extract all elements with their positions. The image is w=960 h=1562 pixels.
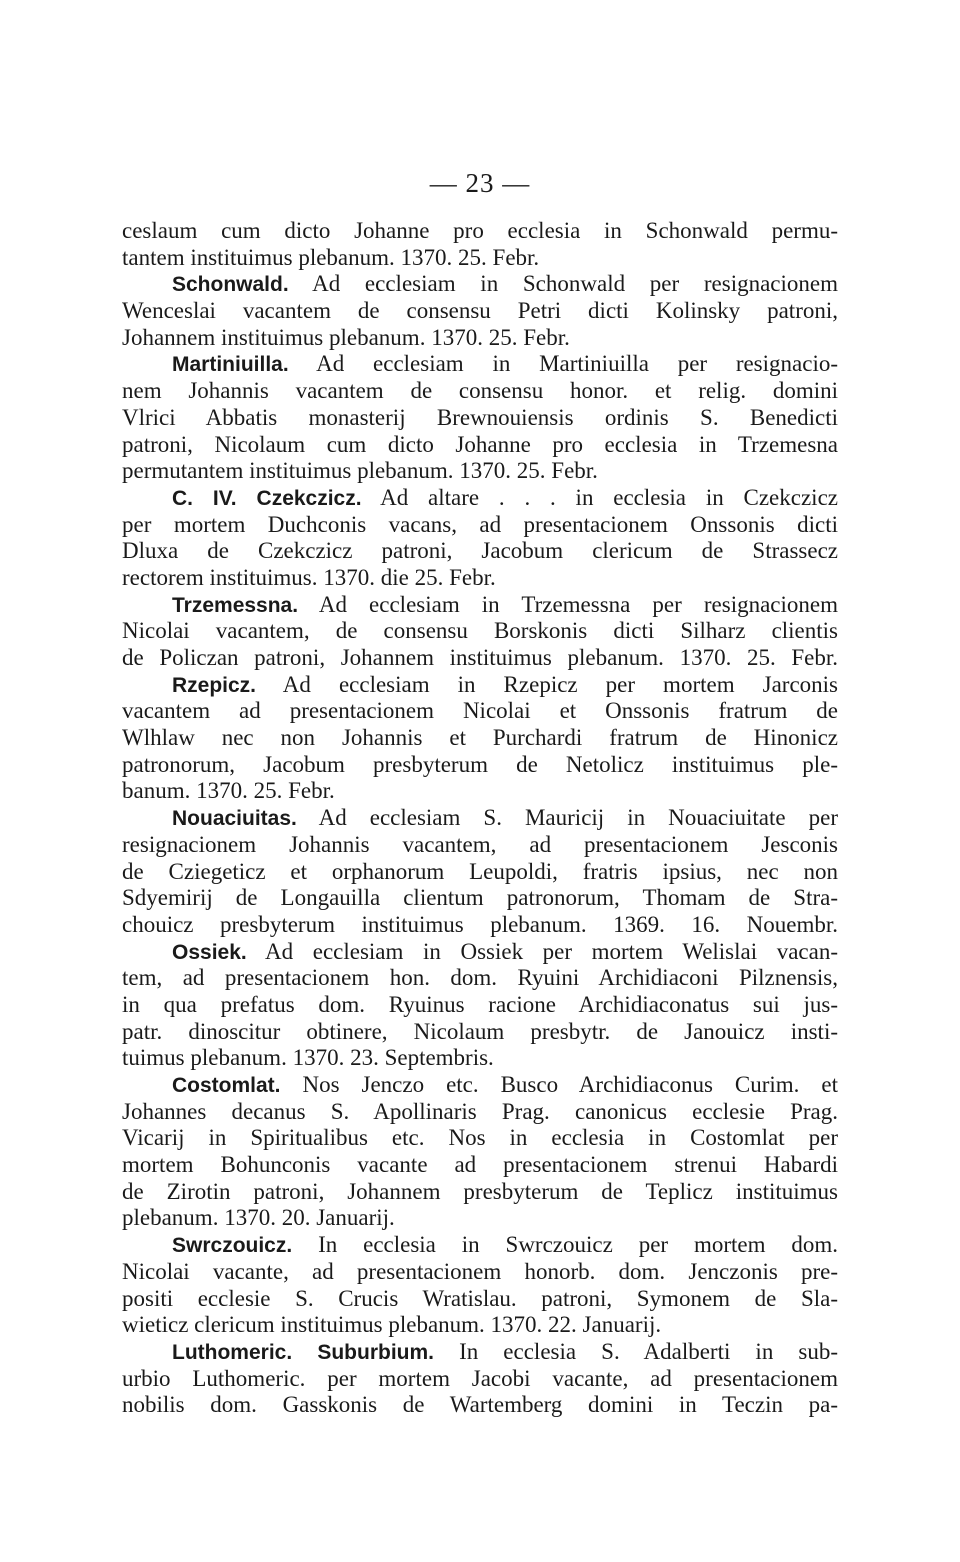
text-line [122,1312,838,1339]
text-line [122,965,838,992]
line-text: tantem instituimus plebanum. 1370. 25. Febr. [122,244,540,270]
text-line [122,939,838,966]
line-text: Ad ecclesiam in Ossiek per mortem Welislai vacan- [246,938,838,964]
line-text: Ad ecclesiam in Schonwald per resignacionem [288,271,838,297]
line-text: Nicolai vacante, ad presentacionem honorb. dom. Jenczonis pre- [122,1258,838,1284]
text-line [122,885,838,912]
line-text: permutantem instituimus plebanum. 1370. 25. Febr. [122,458,598,484]
line-text: rectorem instituimus. 1370. die 25. Febr. [122,564,496,590]
entry-heading: Swrczouicz. [172,1234,293,1258]
text-line [122,1259,838,1286]
text-line [122,565,838,592]
line-text: ceslaum cum dicto Johanne pro ecclesia in Schonwald permu- [122,218,838,243]
text-line [122,298,838,325]
text-line [122,778,838,805]
entry-heading: C. IV. Czekczicz. [172,486,362,510]
line-text: tem, ad presentacionem hon. dom. Ryuini Archidiaconi Pilznensis, [122,965,838,991]
line-text: Nicolai vacantem, de consensu Borskonis dicti Silharz clientis [122,618,838,644]
text-line [122,1205,838,1232]
line-text: mortem Bohunconis vacante ad presentacionem strenui Habardi [122,1152,838,1178]
text-line [122,1366,838,1393]
text-line [122,405,838,432]
text-line [122,752,838,779]
text-line [122,698,838,725]
text-line [122,1232,838,1259]
text-line [122,725,838,752]
text-line [122,859,838,886]
line-text: positi ecclesie S. Crucis Wratislau. patroni, Symonem de Sla- [122,1285,838,1311]
line-text: wieticz clericum instituimus plebanum. 1370. 22. Januarij. [122,1312,662,1338]
line-text: Sdyemirij de Longauilla clientum patronorum, Thomam de Stra- [122,885,838,911]
line-text: plebanum. 1370. 20. Januarij. [122,1205,395,1231]
line-text: tuimus plebanum. 1370. 23. Septembris. [122,1045,494,1071]
line-text: de Cziegeticz et orphanorum Leupoldi, fratris ipsius, nec non [122,858,838,884]
text-line [122,832,838,859]
line-text: Ad altare . . . in ecclesia in Czekczicz [361,484,838,510]
text-line [122,672,838,699]
entry-heading: Costomlat. [172,1074,281,1097]
line-text: patroni, Nicolaum cum dicto Johanne pro ecclesia in Trzemesna [122,431,838,457]
line-text: chouicz presbyterum instituimus plebanum. 1369. 16. Nouembr. [122,911,838,937]
line-text: de Policzan patroni, Johannem instituimus plebanum. 1370. 25. Febr. [122,645,838,670]
text-line [122,1125,838,1152]
line-text: patronorum, Jacobum presbyterum de Netolicz instituimus ple- [122,751,838,777]
text-line [122,1019,838,1046]
text-line [122,1339,838,1366]
line-text: in qua prefatus dom. Ryuinus racione Archidiaconatus sui jus- [122,991,838,1017]
line-text: resignacionem Johannis vacantem, ad presentacionem Jesconis [122,831,838,857]
text-line [122,1179,838,1206]
line-text: Ad ecclesiam in Trzemessna per resignacionem [298,591,838,617]
line-text: Ad ecclesiam S. Mauricij in Nouaciuitate per [296,805,838,831]
text-line [122,1286,838,1313]
line-text: nobilis dom. Gasskonis de Wartemberg domini in Teczin pa- [122,1392,838,1418]
text-line [122,1152,838,1179]
line-text: Wenceslai vacantem de consensu Petri dicti Kolinsky patroni, [122,298,838,324]
line-text: nem Johannis vacantem de consensu honor. et relig. domini [122,378,838,404]
entry-heading: Martiniuilla. [172,353,289,377]
entry-heading: Ossiek. [172,940,247,964]
text-line [122,618,838,645]
text-line [122,378,838,405]
line-text: Vicarij in Spiritualibus etc. Nos in ecclesia in Costomlat per [122,1125,838,1151]
text-line [122,1045,838,1072]
text-line [122,245,838,272]
line-text: de Zirotin patroni, Johannem presbyterum de Teplicz instituimus [122,1178,838,1204]
entry-heading: Nouaciuitas. [172,807,297,831]
line-text: Dluxa de Czekczicz patroni, Jacobum clericum de Strassecz [122,538,838,564]
text-line [122,351,838,378]
line-text: Johannem instituimus plebanum. 1370. 25. Febr. [122,324,570,350]
text-line [122,645,838,672]
line-text: Ad ecclesiam in Martiniuilla per resignacio- [288,351,838,377]
line-text: Ad ecclesiam in Rzepicz per mortem Jarconis [256,671,838,697]
text-line [122,912,838,939]
line-text: In ecclesia S. Adalberti in sub- [434,1338,839,1364]
line-text: Wlhlaw nec non Johannis et Purchardi fratrum de Hinonicz [122,725,838,751]
line-text: Johannes decanus S. Apollinaris Prag. canonicus ecclesie Prag. [122,1098,838,1124]
body-text [122,218,838,1419]
text-line [122,432,838,459]
line-text: per mortem Duchconis vacans, ad presentacionem Onssonis dicti [122,511,838,537]
text-line [122,271,838,298]
text-line [122,218,838,245]
line-text: Nos Jenczo etc. Busco Archidiaconus Curim. et [280,1072,838,1097]
entry-heading: Schonwald. [172,273,289,297]
line-text: Vlrici Abbatis monasterij Brewnouiensis ordinis S. Benedicti [122,404,838,430]
line-text: urbio Luthomeric. per mortem Jacobi vacante, ad presentacionem [122,1365,838,1391]
text-line [122,325,838,352]
line-text: vacantem ad presentacionem Nicolai et Onssonis fratrum de [122,698,838,724]
entry-heading: Trzemessna. [172,593,299,617]
line-text: In ecclesia in Swrczouicz per mortem dom. [292,1232,838,1258]
text-line [122,485,838,512]
text-line [122,592,838,619]
text-line [122,992,838,1019]
entry-heading: Rzepicz. [172,673,257,697]
text-line [122,458,838,485]
text-line [122,805,838,832]
page-number: — 23 — [429,168,531,198]
entry-heading: Luthomeric. Suburbium. [172,1340,434,1364]
line-text: patr. dinoscitur obtinere, Nicolaum presbytr. de Janouicz insti- [122,1018,838,1044]
text-line [122,1072,838,1099]
text-line [122,1392,838,1419]
text-line [122,538,838,565]
text-line [122,512,838,539]
text-line [122,1099,838,1126]
line-text: banum. 1370. 25. Febr. [122,778,335,804]
